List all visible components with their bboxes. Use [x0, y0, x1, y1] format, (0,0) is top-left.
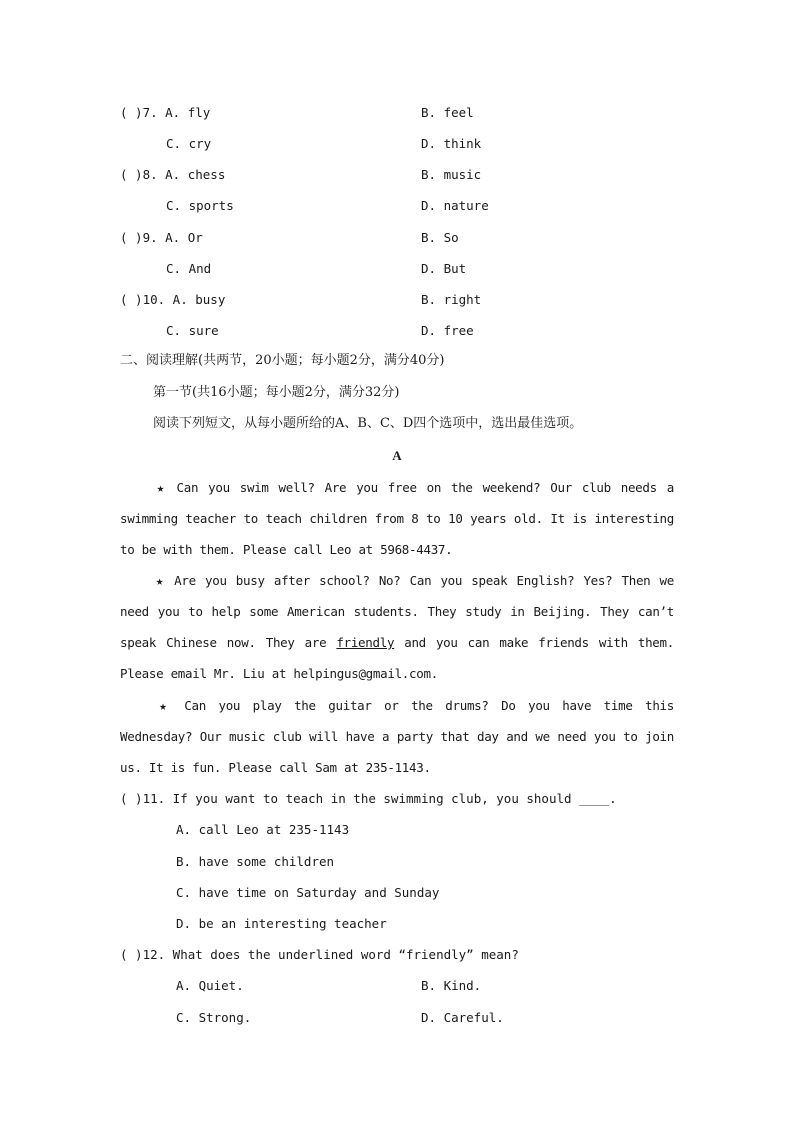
q12-option-c: C. Strong.: [176, 1010, 252, 1025]
q8-option-c: C. sports: [166, 198, 234, 213]
part1-title: 第一节(共16小题；每小题2分，满分32分): [153, 385, 400, 400]
q11-option-a: A. call Leo at 235-1143: [176, 822, 350, 837]
q8-option-b: B. music: [421, 167, 482, 182]
q9-stem-a: ( )9. A. Or: [120, 230, 203, 245]
q12-option-d: D. Careful.: [421, 1010, 504, 1025]
underlined-word-friendly: friendly: [336, 635, 395, 650]
ad-music: [120, 690, 674, 783]
q7-stem-a: ( )7. A. fly: [120, 105, 211, 120]
q10-option-c: C. sure: [166, 323, 219, 338]
q8-stem-a: ( )8. A. chess: [120, 167, 226, 182]
ad-helping-text-2: and you can make friends with them. Please email Mr. Liu at helpingus@gmail.com.: [120, 635, 674, 681]
section-title: 二、阅读理解(共两节，20小题；每小题2分，满分40分): [120, 353, 445, 368]
q11-stem: ( )11. If you want to teach in the swimming club, you should ____.: [120, 791, 617, 806]
ad-swimming: [120, 472, 674, 565]
q9-option-c: C. And: [166, 261, 212, 276]
q12-option-b: B. Kind.: [421, 978, 482, 993]
q10-stem-a: ( )10. A. busy: [120, 292, 226, 307]
ad-helping: [120, 565, 674, 689]
q7-option-d: D. think: [421, 136, 482, 151]
q11-option-d: D. be an interesting teacher: [176, 916, 387, 931]
q8-option-d: D. nature: [421, 198, 489, 213]
q11-option-b: B. have some children: [176, 854, 335, 869]
ad-swimming-text: ★ Can you swim well? Are you free on the weekend? Our club needs a swimming teacher to teach children from 8 to 10 years old. It is interesting to be with them. Please call Leo at 5968-4437.: [120, 480, 674, 557]
q9-option-b: B. So: [421, 230, 459, 245]
q7-option-b: B. feel: [421, 105, 474, 120]
q7-option-c: C. cry: [166, 136, 212, 151]
q12-stem: ( )12. What does the underlined word “friendly” mean?: [120, 947, 519, 962]
q11-option-c: C. have time on Saturday and Sunday: [176, 885, 440, 900]
q12-option-a: A. Quiet.: [176, 978, 244, 993]
instruction: 阅读下列短文，从每小题所给的A、B、C、D四个选项中，选出最佳选项。: [153, 416, 583, 431]
q10-option-d: D. free: [421, 323, 474, 338]
ad-music-text: ★ Can you play the guitar or the drums? Do you have time this Wednesday? Our music club will have a party that day and we need you to join us. It is fun. Please call Sam at 235-1143.: [120, 698, 674, 775]
passage-label: A: [392, 448, 402, 463]
q9-option-d: D. But: [421, 261, 467, 276]
q10-option-b: B. right: [421, 292, 482, 307]
ad-helping-text-1: ★ Are you busy after school? No? Can you speak English? Yes? Then we need you to help some American students. They study in Beijing. They can’t speak Chinese now. They are: [120, 573, 674, 650]
